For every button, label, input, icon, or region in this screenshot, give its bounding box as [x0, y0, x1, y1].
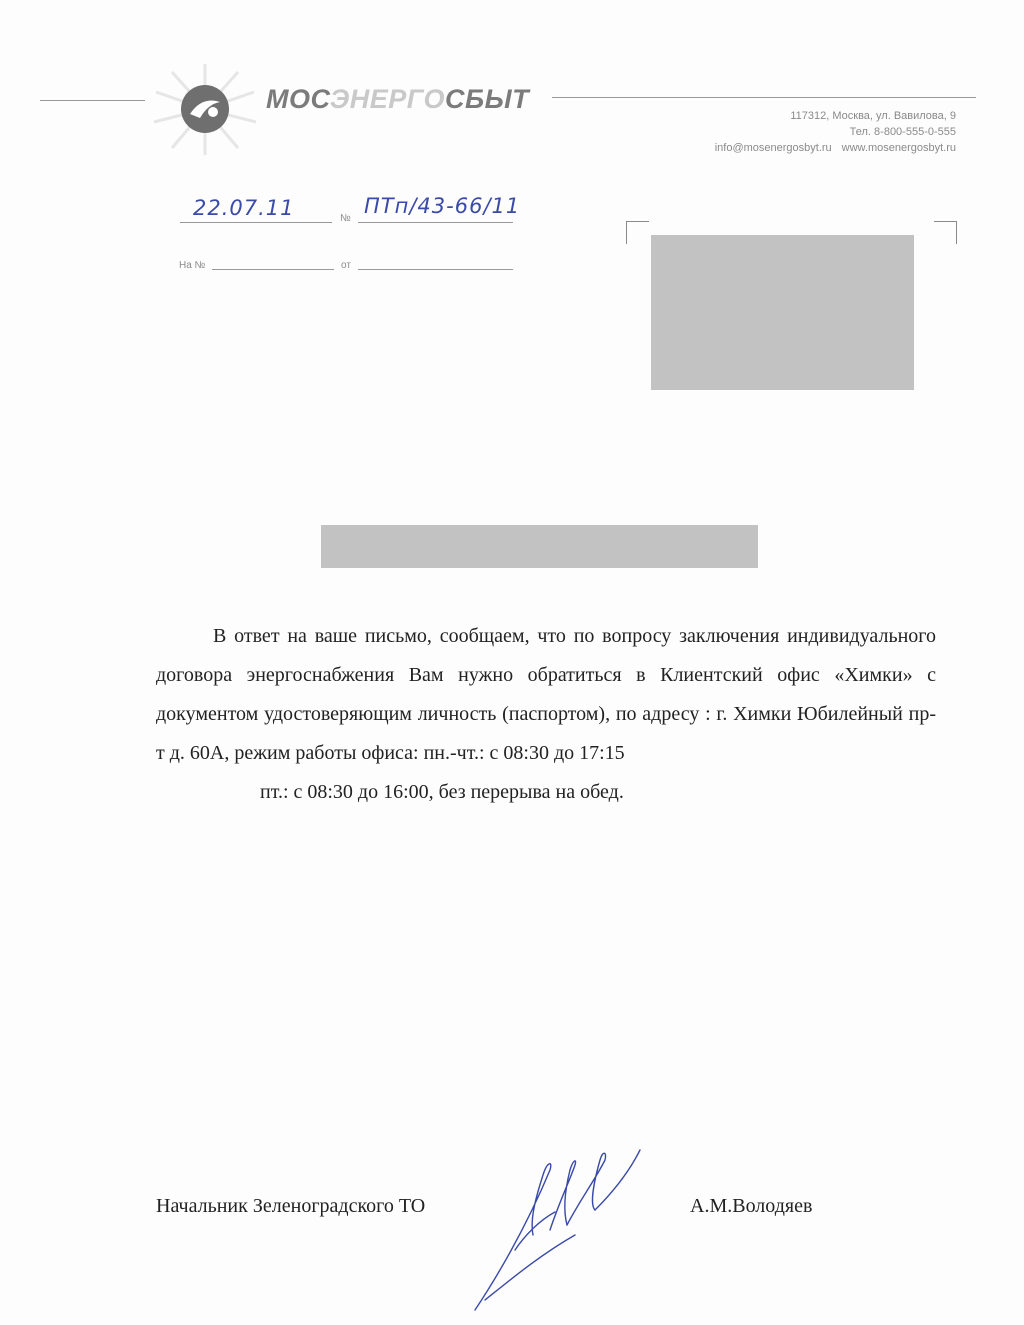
company-email: info@mosenergosbyt.ru: [714, 142, 832, 154]
reply-to-label: На №: [179, 260, 206, 271]
brand-logotype: [266, 84, 529, 115]
handwritten-signature: [455, 1140, 665, 1315]
number-line: [358, 222, 513, 223]
brand-part-sbyt: СБЫТ: [444, 84, 530, 114]
redacted-addressee: [651, 235, 914, 390]
logo-emblem-icon: [150, 62, 260, 157]
company-web-row: [715, 140, 956, 156]
from-label: от: [341, 260, 351, 271]
handwritten-number: ПТп/43-66/11: [364, 194, 521, 218]
date-line: [180, 222, 332, 223]
letter-paragraph-hours: пт.: с 08:30 до 16:00, без перерыва на обед.: [260, 781, 624, 803]
header-rule-left: [40, 100, 145, 101]
number-label: №: [340, 213, 351, 224]
signatory-title: Начальник Зеленоградского ТО: [156, 1195, 426, 1217]
address-corner-top-right: [934, 221, 957, 244]
company-address: 117312, Москва, ул. Вавилова, 9: [790, 110, 956, 122]
brand-part-energo: ЭНЕРГО: [329, 84, 445, 114]
from-line: [358, 269, 513, 270]
brand-part-mos: МОС: [266, 84, 330, 114]
reply-to-line: [212, 269, 334, 270]
company-contacts: [715, 108, 956, 156]
letter-paragraph: В ответ на ваше письмо, сообщаем, что по вопросу заключения индивидуального договора энергоснабжения Вам нужно обратиться в Клиентский офис «Химки» с документом удостоверяющим личность (паспортом), по адресу : г. Химки Юбилейный пр-т д. 60А, режим работы офиса: пн.-чт.: с 08:30 до 17:15: [156, 625, 936, 764]
handwritten-date: 22.07.11: [193, 196, 295, 220]
letter-body: [156, 617, 936, 812]
redacted-salutation: [321, 525, 758, 568]
address-corner-top-left: [626, 221, 649, 244]
company-phone: Тел. 8-800-555-0-555: [849, 126, 956, 138]
signatory-name: А.М.Володяев: [690, 1195, 813, 1217]
header-rule-right: [552, 97, 976, 98]
company-website: www.mosenergosbyt.ru: [841, 142, 956, 154]
